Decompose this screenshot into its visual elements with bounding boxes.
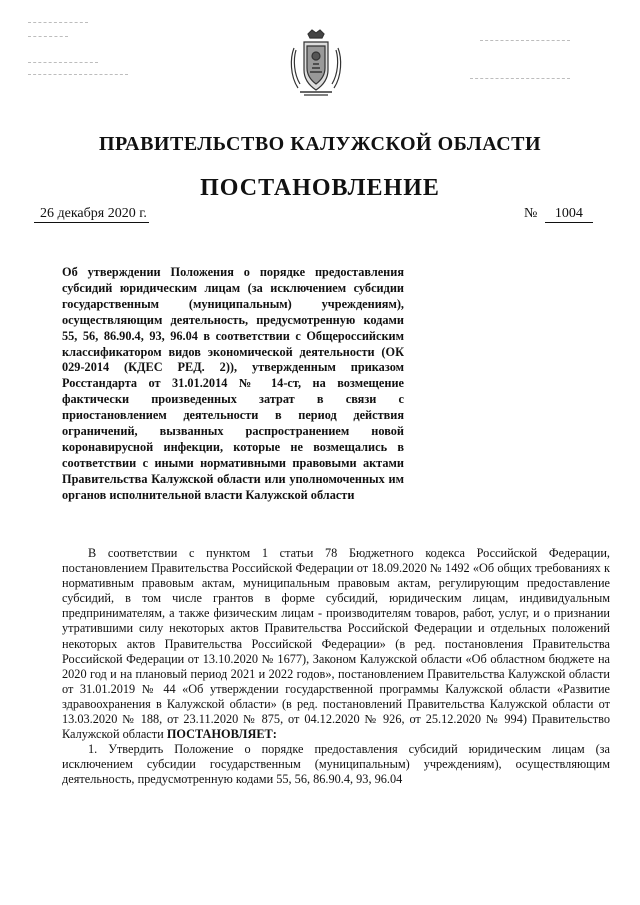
decree-word: ПОСТАНОВЛЯЕТ: bbox=[166, 727, 277, 742]
document-number bbox=[524, 206, 593, 223]
coat-of-arms-icon bbox=[286, 28, 346, 98]
scan-mark bbox=[470, 78, 570, 79]
document-date: 26 декабря 2020 г. bbox=[34, 206, 149, 223]
number-sign: № bbox=[524, 206, 538, 221]
government-title: ПРАВИТЕЛЬСТВО КАЛУЖСКОЙ ОБЛАСТИ bbox=[98, 133, 542, 155]
scan-mark bbox=[28, 36, 68, 37]
scan-mark bbox=[28, 22, 88, 23]
scan-mark bbox=[480, 40, 570, 41]
document-type-title: ПОСТАНОВЛЕНИЕ bbox=[200, 175, 440, 201]
document-body bbox=[62, 546, 610, 788]
preamble-text: В соответствии с пунктом 1 статьи 78 Бюджетного кодекса Российской Федерации, постановлением Правительства Российской Федерации от 18.09.2020 № 1492 «Об общих требованиях к нормативным правовым актам, муниципальным правовым актам, регулирующим предоставление субсидий, в том числе грантов в форме субсидий, юридическим лицам, индивидуальным предпринимателям, а также физическим лицам - производителям товаров, работ, услуг, и о признании утратившими силу некоторых актов Правительства Российской Федерации и отдельных положений некоторых актов Правительства Российской Федерации» (в ред. постановления Правительства Российской Федерации от 13.10.2020 № 1677), Законом Калужской области «Об областном бюджете на 2020 год и на плановый период 2021 и 2022 годов», постановлением Правительства Калужской области от 31.01.2019 № 44 «Об утверждении государственной программы Калужской области «Развитие здравоохранения в Калужской области» (в ред. постановлений Правительства Калужской области от 13.03.2020 № 188, от 23.11.2020 № 875, от 04.12.2020 № 926, от 25.12.2020 № 994) Правительство Калужской области bbox=[62, 546, 610, 742]
scan-mark bbox=[28, 74, 128, 75]
document-subject: Об утверждении Положения о порядке предоставления субсидий юридическим лицам (за исключением субсидии государственным (муниципальным) учреждениям), осуществляющим деятельность, предусмотренную кодами 55, 56, 86.90.4, 93, 96.04 в соответствии с Общероссийским классификатором видов экономической деятельности (ОК 029-2014 (КДЕС РЕД. 2)), утвержденным приказом Росстандарта от 31.01.2014 № 14-ст, на возмещение фактически произведенных затрат в связи с приостановлением деятельности в период действия ограничений, вызванных распространением новой коронавирусной инфекции, которые не возмещались в соответствии с иными нормативными правовыми актами Правительства Калужской области или уполномоченных им органов исполнительной власти Калужской области bbox=[62, 265, 404, 502]
item-paragraph: 1. Утвердить Положение о порядке предоставления субсидий юридическим лицам (за исключением субсидии государственным (муниципальным) учреждениям), осуществляющим деятельность, предусмотренную кодами 55, 56, 86.90.4, 93, 96.04 bbox=[62, 742, 610, 787]
preamble-paragraph bbox=[62, 546, 610, 742]
scan-mark bbox=[28, 62, 98, 63]
number-value: 1004 bbox=[545, 206, 593, 223]
